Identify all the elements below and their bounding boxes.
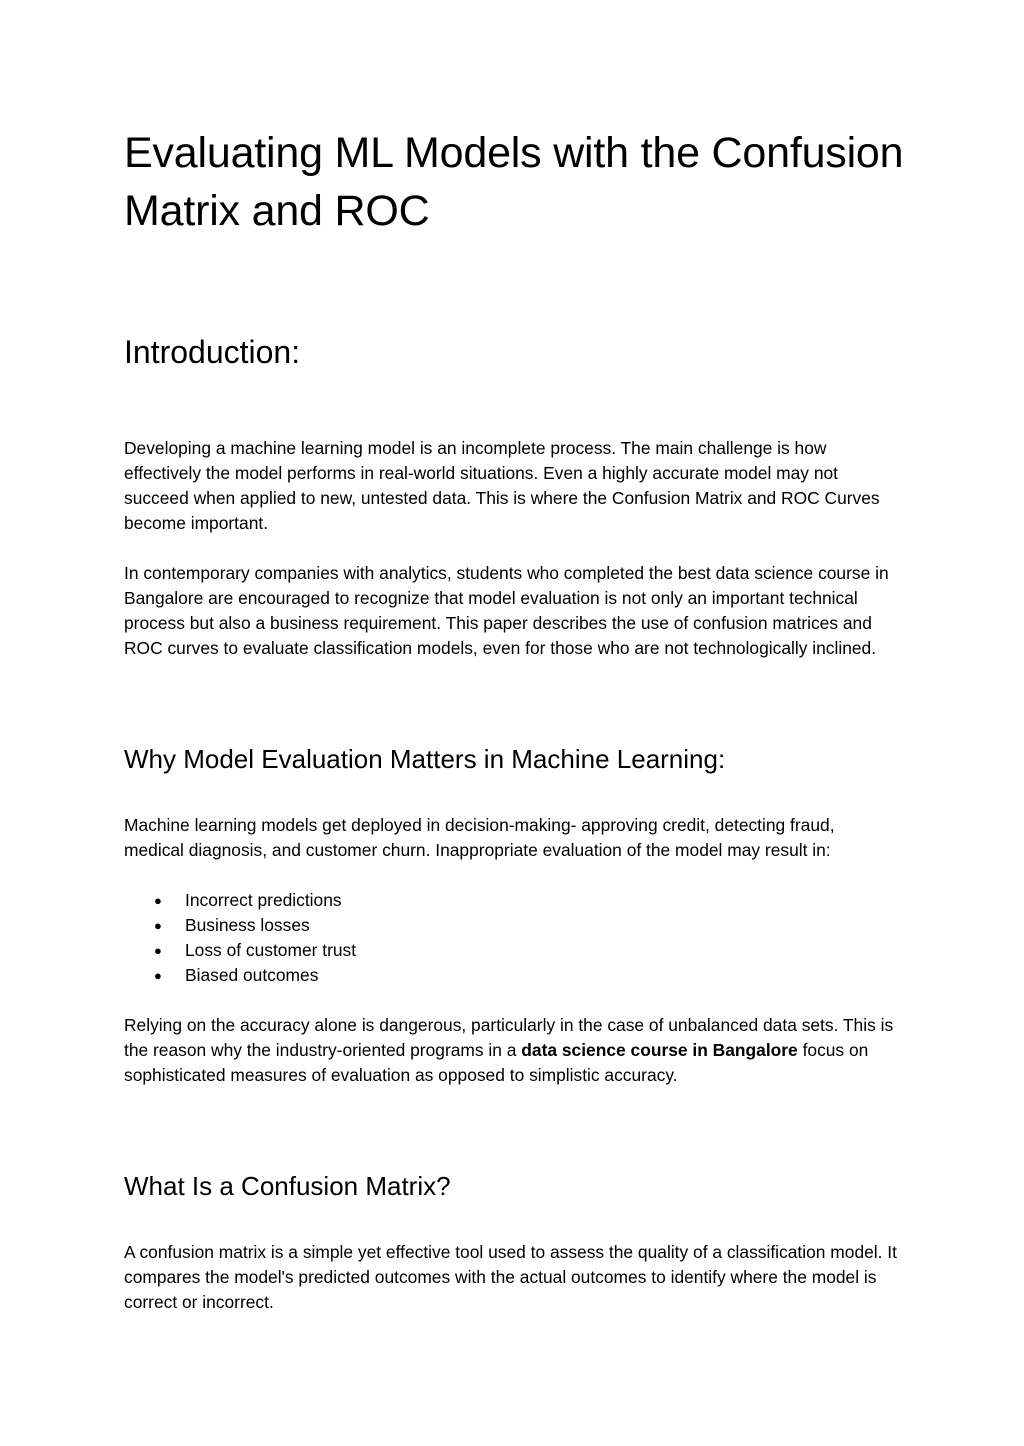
document-title: Evaluating ML Models with the Confusion Matrix and ROC — [124, 129, 904, 235]
list-item — [124, 913, 356, 938]
list-item-text: Incorrect predictions — [185, 890, 342, 910]
paragraph-text: Relying on the accuracy alone is dangerous, particularly in the case of unbalanced data sets. This is the reason why the industry-oriented programs in a — [124, 1015, 894, 1060]
why-evaluation-heading: Why Model Evaluation Matters in Machine Learning: — [124, 744, 726, 774]
consequences-list — [124, 888, 356, 988]
introduction-heading: Introduction: — [124, 334, 301, 370]
paragraph-text: focus on sophisticated measures of evaluation as opposed to simplistic accuracy. — [124, 1040, 869, 1085]
confusion-matrix-paragraph-1: A confusion matrix is a simple yet effective tool used to assess the quality of a classification model. It compares the model's predicted outcomes with the actual outcomes to identify where the model is correct or incorrect. — [124, 1242, 897, 1312]
list-item-text: Loss of customer trust — [185, 940, 357, 960]
why-evaluation-paragraph-1: Machine learning models get deployed in decision-making- approving credit, detecting fraud, medical diagnosis, and customer churn. Inappropriate evaluation of the model may result in: — [124, 815, 835, 860]
bullet-icon: ● — [154, 918, 162, 933]
introduction-paragraph-2: In contemporary companies with analytics, students who completed the best data science course in Bangalore are encouraged to recognize that model evaluation is not only an important technical process but also a business requirement. This paper describes the use of confusion matrices and ROC curves to evaluate classification models, even for those who are not technologically inclined. — [124, 563, 889, 658]
course-keyword-bold: data science course in Bangalore — [521, 1040, 798, 1060]
bullet-icon: ● — [154, 943, 162, 958]
list-item-text: Biased outcomes — [185, 965, 319, 985]
introduction-paragraph-1: Developing a machine learning model is an incomplete process. The main challenge is how effectively the model performs in real-world situations. Even a highly accurate model may not succeed when applied to new, untested data. This is where the Confusion Matrix and ROC Curves become important. — [124, 438, 880, 533]
list-item-text: Business losses — [185, 915, 310, 935]
bullet-icon: ● — [154, 968, 162, 983]
why-evaluation-paragraph-2 — [124, 1013, 899, 1088]
list-item — [124, 938, 356, 963]
list-item — [124, 963, 356, 988]
confusion-matrix-heading: What Is a Confusion Matrix? — [124, 1171, 451, 1201]
bullet-icon: ● — [154, 893, 162, 908]
list-item — [124, 888, 356, 913]
